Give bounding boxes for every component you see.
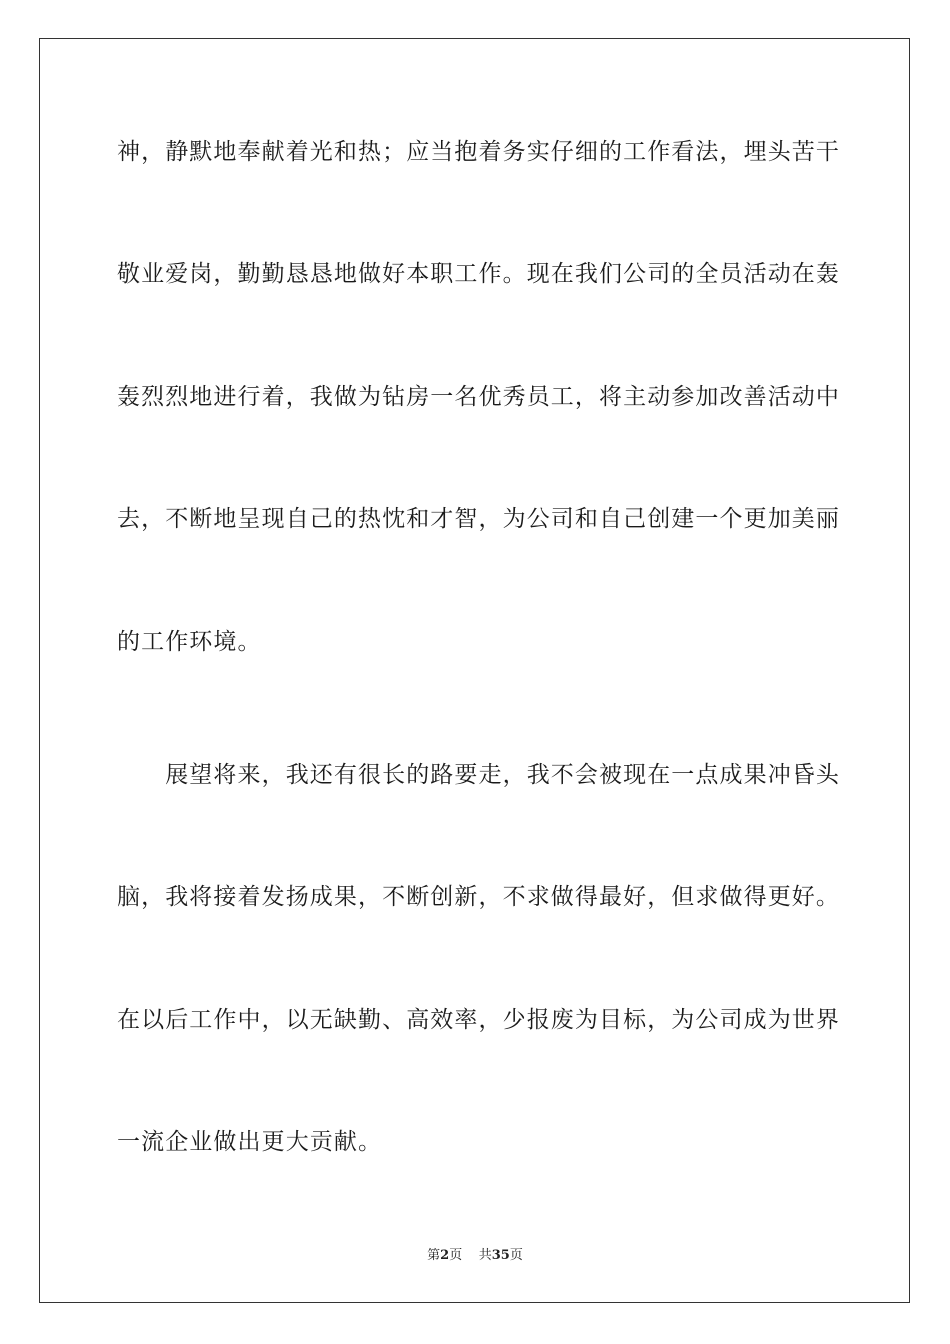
paragraph-line-8: 在以后工作中，以无缺勤、高效率，少报废为目标，为公司成为世界 xyxy=(117,1007,840,1033)
footer-page-prefix: 第 xyxy=(427,1248,441,1263)
paragraph-line-4: 去，不断地呈现自己的热忱和才智，为公司和自己创建一个更加美丽 xyxy=(117,506,840,532)
paragraph-line-7: 脑，我将接着发扬成果，不断创新，不求做得最好，但求做得更好。 xyxy=(117,884,840,910)
footer-page-number: 2 xyxy=(440,1248,450,1263)
page-border xyxy=(39,38,910,1303)
paragraph-line-6: 展望将来，我还有很长的路要走，我不会被现在一点成果冲昏头 xyxy=(117,762,840,788)
page-footer xyxy=(0,1247,950,1265)
paragraph-line-1: 神，静默地奉献着光和热；应当抱着务实仔细的工作看法，埋头苦干 xyxy=(117,139,840,165)
footer-total-suffix: 页 xyxy=(509,1248,523,1263)
paragraph-line-2: 敬业爱岗，勤勤恳恳地做好本职工作。现在我们公司的全员活动在轰 xyxy=(117,261,840,287)
footer-total-pages: 35 xyxy=(491,1248,510,1263)
paragraph-line-5: 的工作环境。 xyxy=(117,629,262,655)
paragraph-line-3: 轰烈烈地进行着，我做为钻房一名优秀员工，将主动参加改善活动中 xyxy=(117,384,840,410)
footer-total-prefix: 共 xyxy=(478,1248,492,1263)
paragraph-line-9: 一流企业做出更大贡献。 xyxy=(117,1129,383,1155)
footer-page-suffix: 页 xyxy=(449,1248,463,1263)
